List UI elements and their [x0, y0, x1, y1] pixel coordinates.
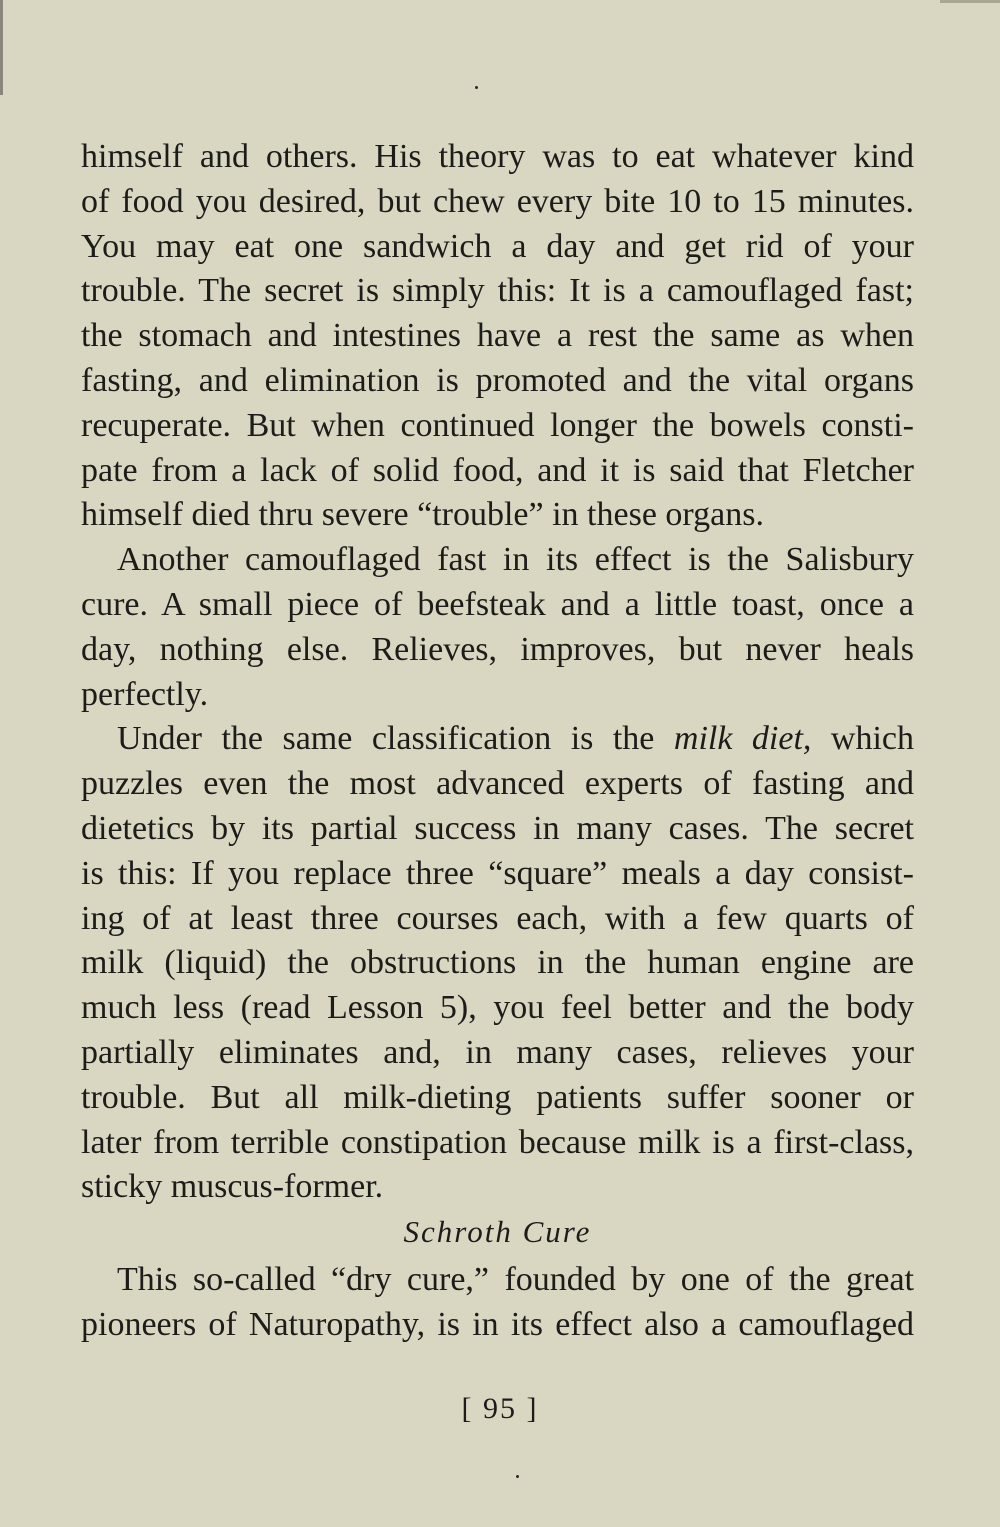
- text-line: dietetics by its partial success in many cases. The secret: [81, 809, 914, 847]
- text-line: cure. A small piece of beefsteak and a little toast, once a: [81, 585, 914, 623]
- text-line: the stomach and intestines have a rest the same as when: [81, 317, 914, 355]
- section-heading: Schroth Cure: [403, 1214, 592, 1250]
- text-line: partially eliminates and, in many cases, relieves your: [81, 1033, 914, 1071]
- text-line: You may eat one sandwich a day and get rid of your: [81, 227, 914, 265]
- page-edge-top: [940, 0, 1000, 3]
- text-line: perfectly.: [81, 675, 209, 713]
- text-line: puzzles even the most advanced experts of fasting and: [81, 765, 914, 803]
- text-line-with-emphasis: [81, 717, 914, 762]
- text-line: of food you desired, but chew every bite 10 to 15 minutes.: [81, 182, 914, 220]
- text-line: much less (read Lesson 5), you feel better and the body: [81, 989, 914, 1027]
- text-line: This so-called “dry cure,” founded by one of the great: [117, 1261, 914, 1299]
- text-line: trouble. But all milk-dieting patients suffer sooner or: [81, 1078, 914, 1116]
- text-line: milk (liquid) the obstructions in the human engine are: [81, 944, 914, 982]
- text-line: trouble. The secret is simply this: It is a camouflaged fast;: [81, 272, 914, 310]
- text-segment: Under the same classification is the: [117, 720, 674, 758]
- text-line: day, nothing else. Relieves, improves, but never heals: [81, 630, 914, 668]
- print-speck: [475, 86, 478, 89]
- page-edge-left: [0, 0, 3, 95]
- text-segment: which: [811, 720, 914, 758]
- text-line: fasting, and elimination is promoted and the vital organs: [81, 361, 914, 399]
- text-line: pate from a lack of solid food, and it is said that Fletcher: [81, 451, 914, 489]
- text-line: Another camouflaged fast in its effect is the Salisbury: [117, 541, 914, 579]
- text-line: himself died thru severe “trouble” in these organs.: [81, 496, 764, 534]
- text-line: ing of at least three courses each, with a few quarts of: [81, 899, 914, 937]
- text-line: pioneers of Naturopathy, is in its effect also a camouflaged: [81, 1305, 914, 1343]
- text-line: himself and others. His theory was to eat whatever kind: [81, 138, 914, 175]
- page-number: [ 95 ]: [461, 1392, 539, 1425]
- page-text: [81, 135, 914, 1348]
- text-line: sticky muscus-former.: [81, 1168, 384, 1206]
- text-line: recuperate. But when continued longer the bowels consti-: [81, 406, 914, 444]
- text-line: is this: If you replace three “square” meals a day consist-: [81, 854, 914, 892]
- print-speck: [516, 1475, 519, 1478]
- emphasis-milk-diet: milk diet,: [673, 720, 812, 758]
- text-line: later from terrible constipation because milk is a first-class,: [81, 1123, 914, 1161]
